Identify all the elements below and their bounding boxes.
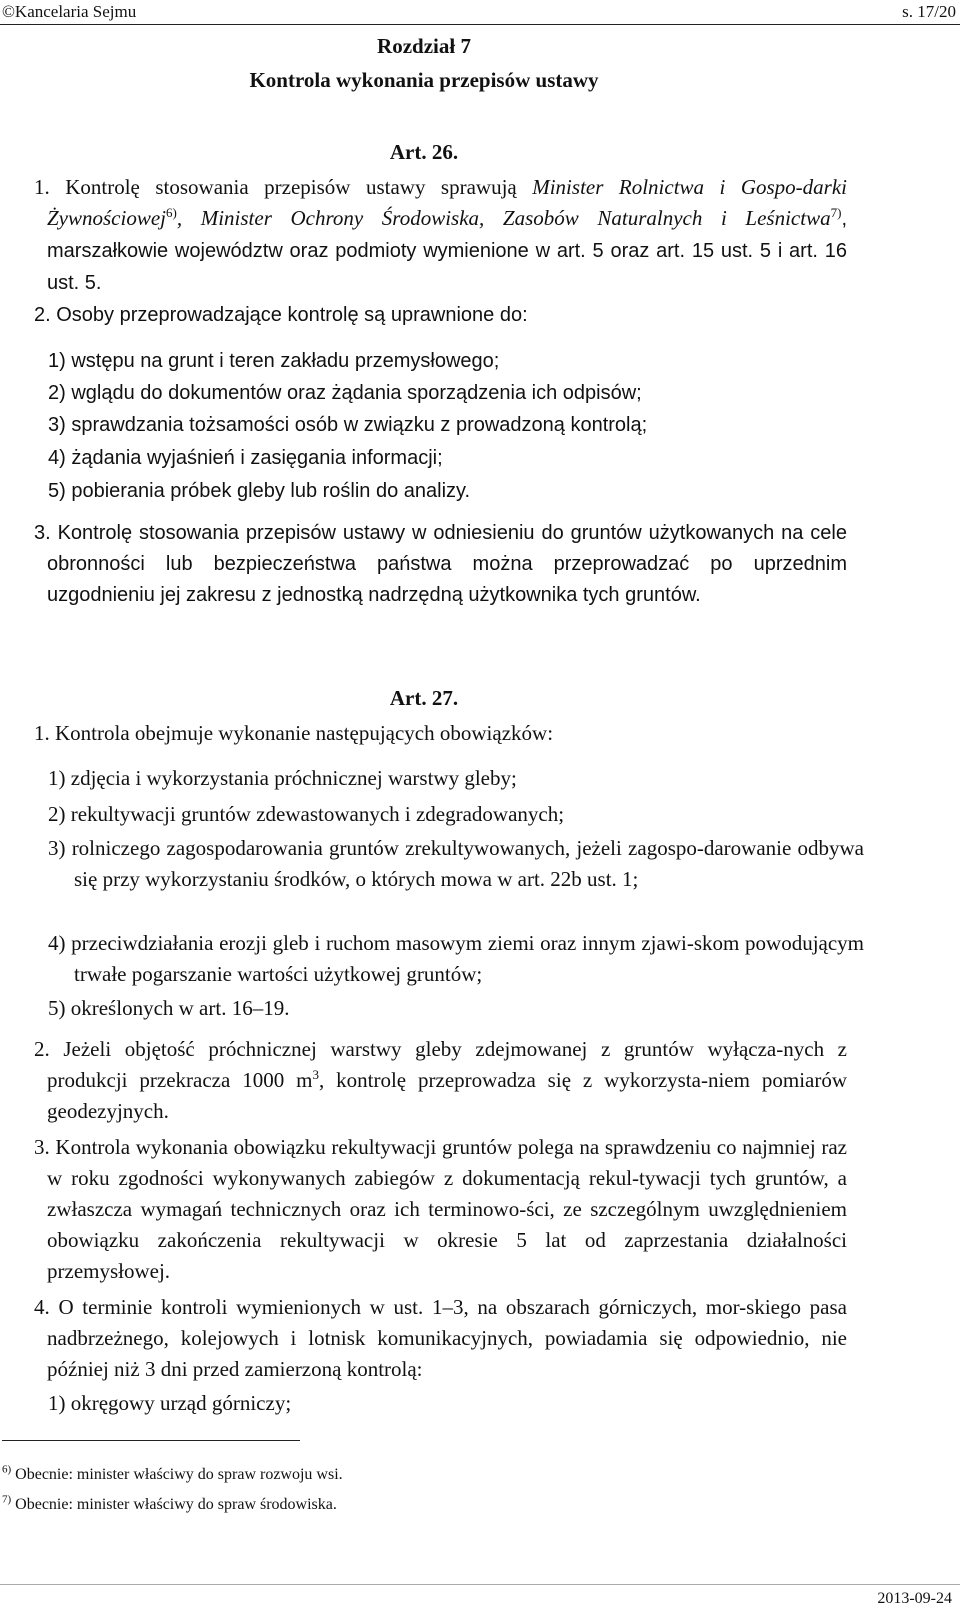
list-item: 1) wstępu na grunt i teren zakładu przemysłowego; bbox=[48, 350, 500, 372]
copyright-label: ©Kancelaria Sejmu bbox=[2, 2, 137, 21]
list-item: 3) rolniczego zagospodarowania gruntów zrekultywowanych, jeżeli zagospo-darowanie odbywa się przy wykorzystaniu środków, o których mowa w art. 22b ust. 1; bbox=[48, 836, 864, 891]
paragraph-text: 3. Kontrola wykonania obowiązku rekultywacji gruntów polega na sprawdzeniu co najmniej raz w roku zgodności wykonywanych zabiegów z dokumentacją rekul-tywacji tych gruntów, a zwłaszcza wymagań technicznych oraz ich terminowo-ści, ze szczególnym uwzględnieniem obowiązku zakończenia rekultywacji w okresie 5 lat od zaprzestania działalności przemysłowej. bbox=[34, 1135, 847, 1283]
footer-divider bbox=[0, 1584, 960, 1585]
footnote-7 bbox=[2, 1493, 337, 1514]
footnote-ref-7: 7) bbox=[830, 205, 842, 220]
list-item: 4) przeciwdziałania erozji gleb i ruchom masowym ziemi oraz innym zjawi-skom powodującym trwałe pogarszanie wartości użytkowej gruntów; bbox=[48, 931, 864, 986]
text-run: 2. Jeżeli objętość próchnicznej warstwy gleby zdejmowanej z gruntów wyłącza-nych z produkcji przekracza 1000 m bbox=[34, 1037, 847, 1092]
italic-text-run: Minister Rolnictwa i Gospo-darki Żywnościowej bbox=[47, 175, 847, 230]
art26-paragraph-3 bbox=[34, 518, 847, 611]
text-run: , kontrolę przeprowadza się z wykorzysta-niem pomiarów geodezyjnych. bbox=[47, 1068, 848, 1123]
italic-text-run: , Minister Ochrony Środowiska, Zasobów Naturalnych i Leśnictwa bbox=[176, 206, 831, 230]
list-item: 4) żądania wyjaśnień i zasięgania informacji; bbox=[48, 447, 443, 469]
chapter-number: Rozdział 7 bbox=[377, 34, 471, 58]
art27-paragraph-4 bbox=[34, 1292, 847, 1385]
footnote-ref-6: 6) bbox=[166, 205, 177, 220]
art26-paragraph-2: 2. Osoby przeprowadzające kontrolę są uprawnione do: bbox=[34, 304, 528, 326]
page-number: s. 17/20 bbox=[902, 2, 956, 21]
article-26-heading: Art. 26. bbox=[389, 140, 459, 164]
list-item: 2) rekultywacji gruntów zdewastowanych i zdegradowanych; bbox=[48, 802, 565, 826]
list-item: 3) sprawdzania tożsamości osób w związku z prowadzoną kontrolą; bbox=[48, 414, 648, 436]
footnote-text: Obecnie: minister właściwy do spraw rozwoju wsi. bbox=[11, 1466, 343, 1483]
list-item: 1) okręgowy urząd górniczy; bbox=[48, 1391, 292, 1415]
document-date: 2013-09-24 bbox=[877, 1590, 952, 1607]
text-run: Kontrolę stosowania przepisów ustawy sprawują bbox=[49, 175, 533, 199]
footnote-mark: 7) bbox=[2, 1493, 12, 1506]
footnote-6 bbox=[2, 1463, 343, 1484]
paragraph-number: 1. bbox=[34, 175, 50, 199]
art27-paragraph-1: 1. Kontrola obejmuje wykonanie następujących obowiązków: bbox=[34, 721, 554, 745]
list-item: 5) pobierania próbek gleby lub roślin do analizy. bbox=[48, 480, 471, 502]
footnote-mark: 6) bbox=[2, 1463, 12, 1476]
paragraph-text: 3. Kontrolę stosowania przepisów ustawy w odniesieniu do gruntów użytkowanych na cele obronności lub bezpieczeństwa państwa można przeprowadzać po uprzednim uzgodnieniu jej zakresu z jednostką nadrzędną użytkownika tych gruntów. bbox=[34, 522, 847, 606]
list-item: 2) wglądu do dokumentów oraz żądania sporządzenia ich odpisów; bbox=[48, 382, 642, 404]
footnote-divider bbox=[2, 1440, 300, 1441]
chapter-title: Kontrola wykonania przepisów ustawy bbox=[249, 68, 599, 92]
superscript: 3 bbox=[312, 1067, 319, 1082]
text-run: , marszałkowie województw oraz podmioty wymienione w art. 5 oraz art. 15 ust. 5 i art. 16 ust. 5. bbox=[47, 208, 847, 294]
art27-paragraph-2 bbox=[34, 1034, 847, 1127]
page-header bbox=[0, 0, 960, 26]
paragraph-text bbox=[34, 1034, 847, 1127]
article-27-heading: Art. 27. bbox=[389, 686, 459, 710]
art27-paragraph-3 bbox=[34, 1132, 847, 1287]
header-divider bbox=[0, 24, 960, 25]
list-item: 1) zdjęcia i wykorzystania próchnicznej warstwy gleby; bbox=[48, 766, 517, 790]
footnote-text: Obecnie: minister właściwy do spraw środowiska. bbox=[11, 1496, 337, 1513]
list-item: 5) określonych w art. 16–19. bbox=[48, 996, 290, 1020]
paragraph-text: 4. O terminie kontroli wymienionych w ust. 1–3, na obszarach górniczych, mor-skiego pasa nadbrzeżnego, kolejowych i lotnisk komunikacyjnych, powiadamia się odpowiednio, nie później niż 3 dni przed zamierzoną kontrolą: bbox=[34, 1295, 847, 1381]
art26-paragraph-1 bbox=[34, 172, 847, 299]
